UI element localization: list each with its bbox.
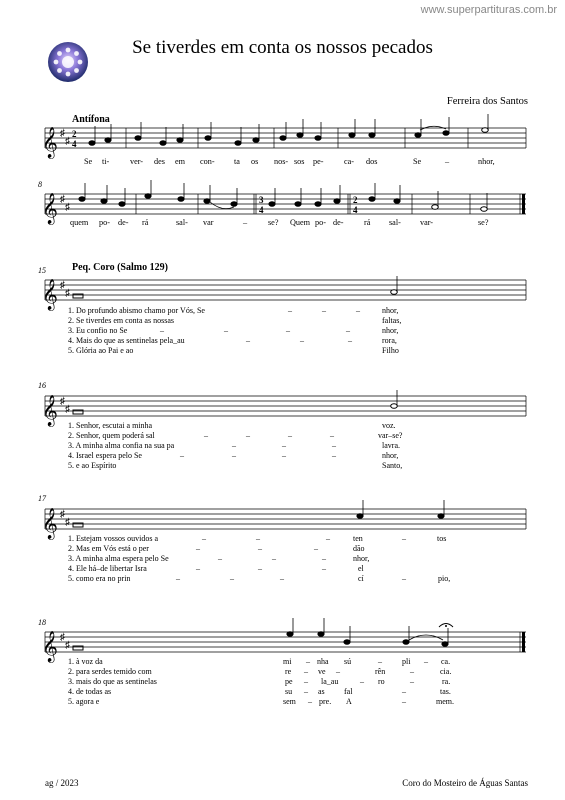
verse-syllable: – <box>160 326 164 335</box>
lyric-syllable: var <box>203 218 214 227</box>
verse-syllable: – <box>306 657 310 666</box>
verse-syllable: – <box>232 451 236 460</box>
verse-syllable: – <box>304 687 308 696</box>
verse-syllable: – <box>308 697 312 706</box>
svg-text:♯: ♯ <box>65 517 70 528</box>
verse-syllable: – <box>218 554 222 563</box>
verse-syllable: – <box>300 336 304 345</box>
footer-date: ag / 2023 <box>45 778 79 788</box>
lyric-syllable: de- <box>333 218 344 227</box>
verse-line: 4. de todas as <box>68 687 112 696</box>
lyric-syllable: – <box>445 157 450 166</box>
lyrics-system-1 <box>0 157 565 169</box>
verse-syllable: – <box>410 677 414 686</box>
svg-text:♯: ♯ <box>60 280 65 291</box>
verse-syllable: – <box>280 574 284 583</box>
lyric-syllable: po- <box>99 218 110 227</box>
treble-clef-icon: 𝄞 <box>42 279 58 310</box>
verse-syllable: – <box>332 441 336 450</box>
verse-syllable: sú <box>344 657 352 666</box>
lyric-syllable: sal- <box>176 218 188 227</box>
verse-line: 1. à voz da <box>68 657 103 666</box>
lyric-syllable: se? <box>478 218 489 227</box>
verse-syllable: – <box>410 667 414 676</box>
verse-syllable: ra. <box>442 677 451 686</box>
verse-syllable: var–se? <box>378 431 403 440</box>
verse-syllable: Santo, <box>382 461 403 470</box>
verse-line: 3. A minha alma espera pelo Se <box>68 554 169 563</box>
lyric-syllable: se? <box>268 218 279 227</box>
svg-text:♯: ♯ <box>60 632 65 643</box>
verse-line: 5. Glória ao Pai e ao <box>68 346 134 355</box>
verse-syllable: nhor, <box>382 306 399 315</box>
verse-syllable: – <box>322 564 326 573</box>
verse-line: 3. mais do que as sentinelas <box>68 677 157 686</box>
lyric-syllable: po- <box>315 218 326 227</box>
lyric-syllable: rá <box>142 218 149 227</box>
verse-line: 2. Senhor, quem poderá sal <box>68 431 155 440</box>
verse-syllable: – <box>246 336 250 345</box>
verses-15 <box>68 306 528 356</box>
verse-syllable: – <box>256 534 260 543</box>
verse-syllable: mi <box>283 657 292 666</box>
verse-syllable: ten <box>353 534 363 543</box>
verse-syllable: Filho <box>382 346 399 355</box>
lyric-syllable: pe- <box>313 157 324 166</box>
verse-syllable: – <box>336 667 340 676</box>
verse-syllable: lavra. <box>382 441 400 450</box>
lyric-syllable: quem <box>70 218 89 227</box>
verse-syllable: – <box>232 441 236 450</box>
verse-syllable: – <box>246 431 250 440</box>
breve-icon <box>73 523 83 527</box>
verse-syllable: – <box>282 441 286 450</box>
verse-line: 4. Mais do que as sentinelas pela_au <box>68 336 185 345</box>
verse-syllable: – <box>402 697 406 706</box>
lyrics-system-2 <box>0 218 565 230</box>
svg-text:♯: ♯ <box>65 202 70 213</box>
verse-line: 1. Senhor, escutai a minha <box>68 421 153 430</box>
svg-text:3: 3 <box>259 195 264 205</box>
verses-18 <box>68 657 528 707</box>
footer-credit: Coro do Mosteiro de Águas Santas <box>402 778 528 788</box>
verse-syllable: – <box>180 451 184 460</box>
lyric-syllable: nhor, <box>478 157 495 166</box>
svg-text:♯: ♯ <box>60 194 65 205</box>
verse-syllable: – <box>322 306 326 315</box>
verse-line: 1. Do profundo abismo chamo por Vós, Se <box>68 306 205 315</box>
verse-syllable: dão <box>353 544 365 553</box>
lyric-syllable: des <box>154 157 165 166</box>
lyric-syllable: var- <box>420 218 434 227</box>
verse-syllable: – <box>230 574 234 583</box>
staff-system-1 <box>0 120 565 180</box>
section-antifona: Antífona <box>72 114 110 125</box>
treble-clef-icon: 𝄞 <box>42 631 58 662</box>
verse-syllable: ca. <box>441 657 451 666</box>
verse-syllable: – <box>330 431 334 440</box>
verse-syllable: – <box>288 306 292 315</box>
measure-number: 17 <box>38 494 46 503</box>
verse-syllable: pio, <box>438 574 451 583</box>
verse-syllable: – <box>272 554 276 563</box>
verse-syllable: – <box>402 687 406 696</box>
lyric-syllable: sal- <box>389 218 401 227</box>
verse-syllable: – <box>348 336 352 345</box>
svg-text:2: 2 <box>353 195 358 205</box>
verse-syllable: cia. <box>440 667 452 676</box>
verse-syllable: nhor, <box>353 554 370 563</box>
lyric-syllable: – <box>243 218 248 227</box>
verse-line: 4. Ele há–de libertar Isra <box>68 564 147 573</box>
verse-syllable: – <box>196 564 200 573</box>
verse-syllable: faltas, <box>382 316 402 325</box>
svg-text:4: 4 <box>259 205 264 215</box>
verse-line: 1. Estejam vossos ouvidos a <box>68 534 158 543</box>
verse-syllable: – <box>332 451 336 460</box>
svg-text:2: 2 <box>72 129 77 139</box>
verse-syllable: – <box>286 326 290 335</box>
sharp-icon: ♯ <box>60 128 65 139</box>
verse-syllable: – <box>424 657 428 666</box>
section-psalm: Peq. Coro (Salmo 129) <box>72 262 168 273</box>
breve-icon <box>73 410 83 414</box>
verse-syllable: el <box>358 564 364 573</box>
breve-icon <box>73 294 83 298</box>
verse-syllable: – <box>304 667 308 676</box>
verse-syllable: – <box>304 677 308 686</box>
verse-line: 2. para serdes temido com <box>68 667 152 676</box>
lyric-syllable: con- <box>200 157 215 166</box>
svg-text:4: 4 <box>353 205 358 215</box>
measure-number: 16 <box>38 381 46 390</box>
lyric-syllable: nos- <box>274 157 289 166</box>
svg-text:♯: ♯ <box>65 404 70 415</box>
svg-text:♯: ♯ <box>65 136 70 147</box>
verse-syllable: nha <box>317 657 329 666</box>
verse-syllable: pli <box>402 657 411 666</box>
verse-syllable: – <box>322 554 326 563</box>
lyric-syllable: sos <box>294 157 305 166</box>
verse-syllable: ro <box>378 677 385 686</box>
verse-syllable: re <box>285 667 292 676</box>
verse-syllable: – <box>176 574 180 583</box>
verse-syllable: ve <box>318 667 326 676</box>
lyric-syllable: ca- <box>344 157 354 166</box>
verse-line: 4. Israel espera pelo Se <box>68 451 142 460</box>
verse-line: 2. Se tiverdes em conta as nossas <box>68 316 174 325</box>
verse-syllable: fal <box>344 687 353 696</box>
verse-syllable: – <box>378 657 382 666</box>
lyric-syllable: em <box>175 157 186 166</box>
measure-number: 8 <box>38 180 42 189</box>
verse-syllable: – <box>346 326 350 335</box>
lyric-syllable: ver- <box>130 157 144 166</box>
lyric-syllable: ti- <box>102 157 110 166</box>
verses-16 <box>68 421 528 471</box>
verse-syllable: tos <box>437 534 447 543</box>
verse-syllable: pre. <box>319 697 332 706</box>
lyric-syllable: ta <box>234 157 240 166</box>
verse-syllable: – <box>204 431 208 440</box>
site-url[interactable]: www.superpartituras.com.br <box>420 4 557 16</box>
lyric-syllable: Se <box>413 157 422 166</box>
verse-line: 2. Mas em Vós está o per <box>68 544 149 553</box>
svg-text:♯: ♯ <box>65 288 70 299</box>
verse-syllable: – <box>314 544 318 553</box>
verse-line: 5. como era no prin <box>68 574 131 583</box>
lyric-syllable: de- <box>118 218 129 227</box>
measure-number: 15 <box>38 266 46 275</box>
verse-syllable: rên <box>375 667 386 676</box>
svg-text:♯: ♯ <box>60 396 65 407</box>
verse-syllable: cí <box>358 574 364 583</box>
verse-syllable: la_au <box>321 677 339 686</box>
verse-line: 3. A minha alma confia na sua pa <box>68 441 175 450</box>
verse-line: 5. e ao Espírito <box>68 461 117 470</box>
verse-line: 3. Eu confio no Se <box>68 326 128 335</box>
verse-syllable: as <box>318 687 325 696</box>
verse-syllable: – <box>224 326 228 335</box>
svg-text:♯: ♯ <box>60 509 65 520</box>
verse-syllable: A <box>346 697 352 706</box>
lyric-syllable: Quem <box>290 218 311 227</box>
treble-clef-icon: 𝄞 <box>42 127 58 158</box>
verse-syllable: nhor, <box>382 451 399 460</box>
verse-syllable: – <box>360 677 364 686</box>
measure-number: 18 <box>38 618 46 627</box>
verse-syllable: – <box>288 431 292 440</box>
breve-icon <box>73 646 83 650</box>
lyric-syllable: dos <box>366 157 378 166</box>
svg-text:♯: ♯ <box>65 640 70 651</box>
verse-syllable: – <box>202 534 206 543</box>
verse-syllable: sem <box>283 697 296 706</box>
treble-clef-icon: 𝄞 <box>42 193 58 224</box>
verse-syllable: – <box>282 451 286 460</box>
lyric-syllable: Se <box>84 157 93 166</box>
verse-syllable: rora, <box>382 336 397 345</box>
page-title: Se tiverdes em conta os nossos pecados <box>132 37 433 58</box>
verse-syllable: – <box>326 534 330 543</box>
verse-line: 5. agora e <box>68 697 100 706</box>
verse-syllable: – <box>258 564 262 573</box>
svg-text:4: 4 <box>72 139 77 149</box>
verse-syllable: – <box>258 544 262 553</box>
verse-syllable: – <box>356 306 360 315</box>
verse-syllable: pe <box>285 677 293 686</box>
verse-syllable: – <box>402 534 406 543</box>
verse-syllable: su <box>285 687 293 696</box>
verse-syllable: – <box>196 544 200 553</box>
verse-syllable: nhor, <box>382 326 399 335</box>
verses-17 <box>68 534 528 584</box>
treble-clef-icon: 𝄞 <box>42 508 58 539</box>
verse-syllable: – <box>402 574 406 583</box>
verse-syllable: tas. <box>440 687 451 696</box>
verse-syllable: voz. <box>382 421 396 430</box>
lyric-syllable: rá <box>364 218 371 227</box>
treble-clef-icon: 𝄞 <box>42 395 58 426</box>
composer: Ferreira dos Santos <box>446 96 528 107</box>
verse-syllable: mem. <box>436 697 454 706</box>
lyric-syllable: os <box>251 157 259 166</box>
